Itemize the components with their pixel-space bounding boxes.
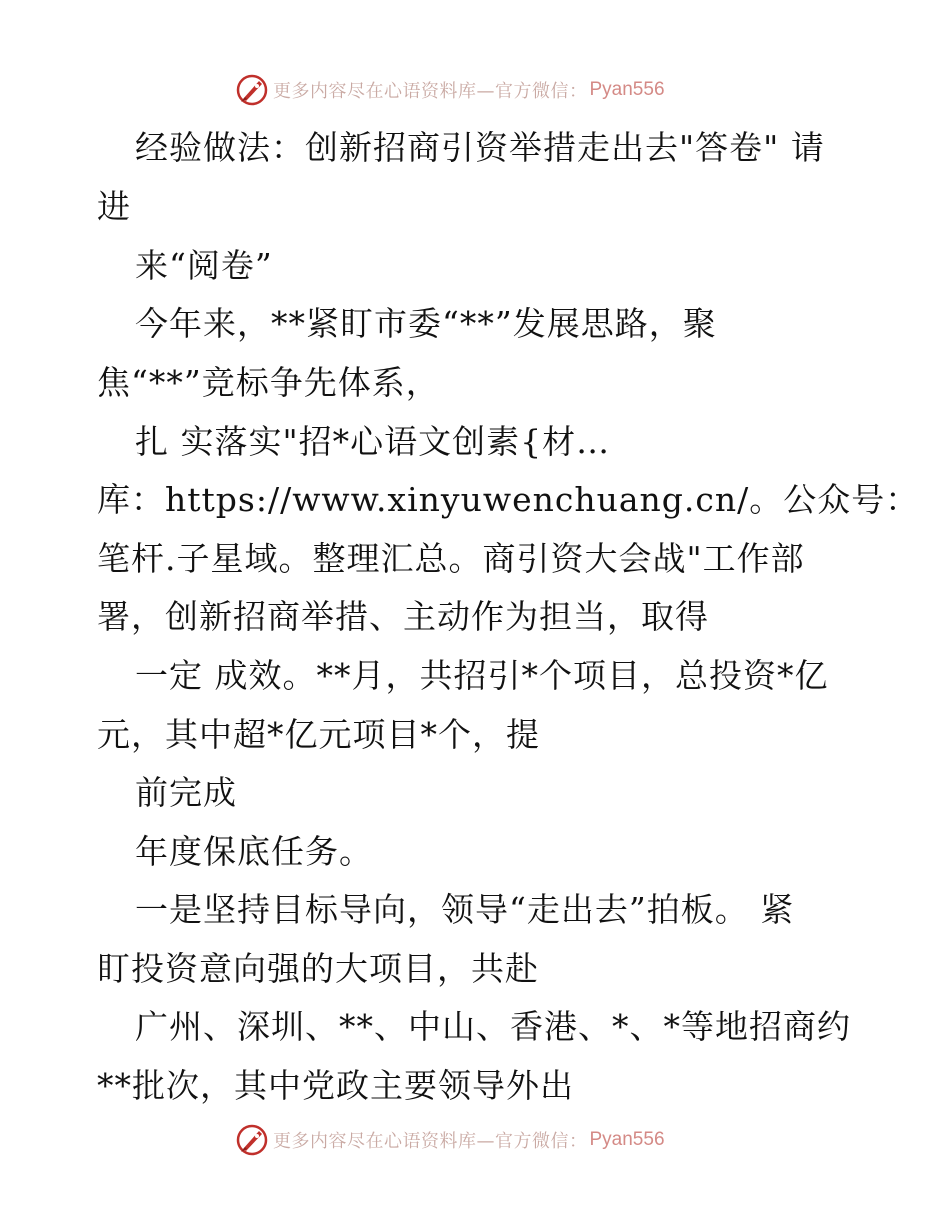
quill-pen-logo-icon — [235, 1123, 269, 1157]
text-line: 笔杆.子星域。整理汇总。商引资大会战"工作部 — [97, 539, 805, 578]
text-line: 一定 成效。**月，共招引*个项目，总投资*亿 — [135, 656, 829, 695]
watermark-text: 更多内容尽在心语资料库—官方微信： — [273, 81, 588, 102]
text-line: 来“阅卷” — [135, 246, 273, 285]
text-line: 库：https://www.xinyuwenchuang.cn/。公众号： — [97, 480, 920, 519]
header-watermark — [235, 73, 665, 107]
watermark-wechat-id: Pyan556 — [589, 79, 665, 100]
text-line: **批次，其中党政主要领导外出 — [97, 1066, 574, 1105]
text-line: 署，创新招商举措、主动作为担当，取得 — [97, 597, 709, 636]
watermark-wechat-id: Pyan556 — [589, 1129, 665, 1150]
text-line: 经验做法：创新招商引资举措走出去"答卷" 请 — [135, 128, 825, 167]
watermark-text: 更多内容尽在心语资料库—官方微信： — [273, 1131, 588, 1152]
text-line: 焦“**”竞标争先体系， — [97, 363, 440, 402]
text-line: 元，其中超*亿元项目*个，提 — [97, 715, 540, 754]
text-line: 一是坚持目标导向，领导“走出去”拍板。 紧 — [135, 890, 795, 929]
text-line: 广州、深圳、**、中山、香港、*、*等地招商约 — [135, 1007, 851, 1046]
quill-pen-logo-icon — [235, 73, 269, 107]
text-line: 扎 实落实"招*心语文创素{材… — [135, 422, 611, 461]
text-line: 盯投资意向强的大项目，共赴 — [97, 949, 539, 988]
text-line: 前完成 — [135, 773, 237, 812]
text-line: 年度保底任务。 — [135, 832, 373, 871]
text-line: 进 — [97, 187, 131, 226]
text-line: 今年来，**紧盯市委“**”发展思路，聚 — [135, 304, 717, 343]
footer-watermark — [235, 1123, 665, 1157]
